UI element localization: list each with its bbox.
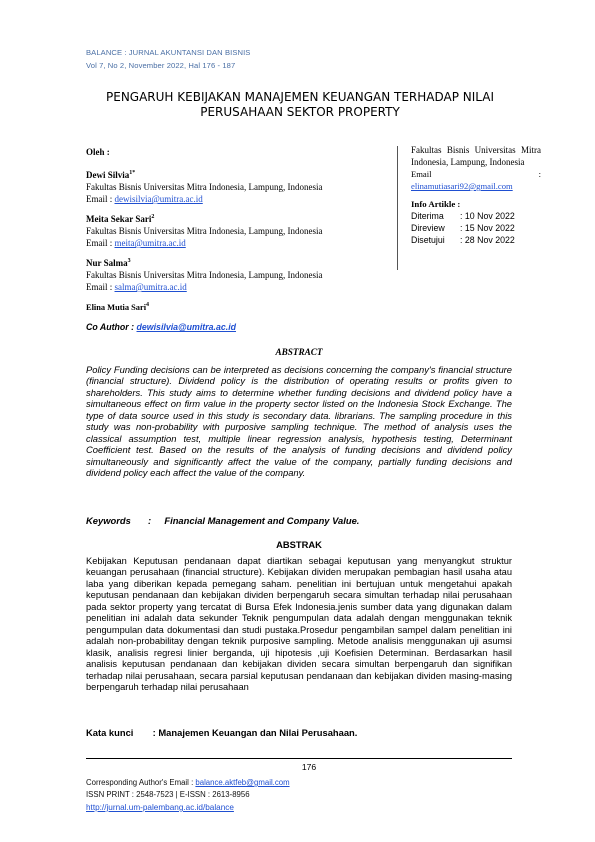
author-name: Elina Mutia Sari <box>86 302 147 312</box>
info-key: Diterima <box>411 211 444 221</box>
email-colon: : <box>538 169 541 179</box>
author-affiliation: Fakultas Bisnis Universitas Mitra Indonesia, Lampung, Indonesia <box>86 182 323 192</box>
abstract-heading: ABSTRACT <box>275 347 323 357</box>
email-label: Email : <box>86 194 115 204</box>
page-number: 176 <box>301 762 317 772</box>
co-author-line <box>86 322 236 332</box>
author-email-link[interactable]: dewisilvia@umitra.ac.id <box>114 194 203 204</box>
author-4-email-row <box>411 168 541 180</box>
keywords-line <box>86 515 359 526</box>
author-4-email-link[interactable]: elinamutiasari92@gmail.com <box>411 181 513 191</box>
author-4-affiliation: Fakultas Bisnis Universitas Mitra Indonesia, Lampung, Indonesia <box>411 145 541 167</box>
author-2 <box>86 211 386 249</box>
journal-volume: Vol 7, No 2, November 2022, Hal 176 - 187 <box>86 61 236 70</box>
corresponding-email-link[interactable]: balance.aktfeb@gmail.com <box>195 778 290 787</box>
abstract-text: Policy Funding decisions can be interpreted as decisions concerning the company's financial structure (financial structure). Dividend policy is the distribution of operating results or profits given to shareholders. This study aims to determine whether funding decisions and dividend policy have a simultaneous effect on firm value in the property sector listed on the Indonesia Stock Exchange. The type of data source used in this study is secondary data. librarians. The sampling procedure in this study was non-probability with purposive sampling technique. The method of analysis uses the classical assumption test, multiple linear regression analysis, hypothesis testing, Determinant Coefficient test. Based on the results of the analysis of funding decisions and dividend policy simultaneously and significantly affect the value of the company, partially funding decisions and dividend policy each affect the value of the company. <box>86 364 512 479</box>
co-author-label: Co Author : <box>86 322 137 332</box>
kata-kunci-separator: : <box>152 727 156 738</box>
author-name: Dewi Silvia <box>86 170 130 180</box>
issn-line: ISSN PRINT : 2548-7523 | E-ISSN : 2613-8956 <box>86 790 250 799</box>
email-label: Email <box>411 169 432 179</box>
author-sup: 4 <box>146 302 150 308</box>
corresponding-label: Corresponding Author's Email : <box>86 778 196 787</box>
author-block <box>86 146 386 314</box>
kata-kunci-value: Manajemen Keuangan dan Nilai Perusahaan. <box>158 727 358 738</box>
info-value: : 10 Nov 2022 <box>460 211 515 221</box>
info-reviewed <box>411 222 541 234</box>
info-key: Disetujui <box>411 235 445 245</box>
info-received <box>411 210 541 222</box>
author-3 <box>86 255 386 293</box>
keywords-separator: : <box>148 515 152 526</box>
paper-title <box>60 90 540 120</box>
email-label: Email : <box>86 282 115 292</box>
author-affiliation: Fakultas Bisnis Universitas Mitra Indonesia, Lampung, Indonesia <box>86 226 323 236</box>
author-name: Meita Sekar Sari <box>86 214 152 224</box>
author-sup: 1* <box>129 170 136 176</box>
author-1 <box>86 167 386 205</box>
author-email-link[interactable]: salma@umitra.ac.id <box>114 282 187 292</box>
info-value: : 28 Nov 2022 <box>460 235 515 245</box>
info-key: Direview <box>411 223 445 233</box>
authors-label: Oleh : <box>86 147 110 157</box>
footer-rule <box>86 758 512 759</box>
title-line-1: PENGARUH KEBIJAKAN MANAJEMEN KEUANGAN TERHADAP NILAI <box>106 90 494 104</box>
info-approved <box>411 234 541 246</box>
title-line-2: PERUSAHAAN SEKTOR PROPERTY <box>200 105 400 119</box>
keywords-label: Keywords <box>86 515 131 526</box>
journal-name: BALANCE : JURNAL AKUNTANSI DAN BISNIS <box>86 48 251 57</box>
journal-url-link[interactable]: http://jurnal.um-palembang.ac.id/balance <box>86 803 234 812</box>
author-email-link[interactable]: meita@umitra.ac.id <box>114 238 186 248</box>
abstrak-heading: ABSTRAK <box>276 539 322 550</box>
abstrak-text: Kebijakan Keputusan pendanaan dapat diartikan sebagai keputusan yang menyangkut struktur keuangan perusahaan (financial structure). Kebijakan dividen merupakan pembagian hasil usaha atau laba yang diberikan kepada pemegang saham. penelitian ini bertujuan untuk mengetahui apakah keputusan pendanaan dan kebijakan dividen berpengaruh secara simultan terhadap nilai perusahaan pada sektor property yang tercatat di Bursa Efek Indonesia.jenis sumber data yang digunakan dalam penelitian ini adalah data sekunder Teknik pengumpulan data adalah dengan menggunakan teknik pengumpulan data dokumentasi dan studi pustaka.Prosedur pengambilan sampel dalam penelitian ini adalah non-probabilitay dengan teknik purposive sampling. Metode analisis menggunakan uji asumsi klasik, analisis regresi linier berganda, uji hipotesis ,uji Koefisien Determinan. Berdasarkan hasil analisis keputusan pendanaan dan kebijakan dividen secara simultan berpengaruh dan signifikan terhadap nilai perusahaan, secara parsial keputusan pendanaan dan kebijakan dividen masing-masing berpengaruh terhadap nilai perusahaan <box>86 556 512 692</box>
author-name: Nur Salma <box>86 258 128 268</box>
kata-kunci-label: Kata kunci <box>86 727 134 738</box>
author-affiliation: Fakultas Bisnis Universitas Mitra Indonesia, Lampung, Indonesia <box>86 270 323 280</box>
author-4 <box>86 299 386 314</box>
info-value: : 15 Nov 2022 <box>460 223 515 233</box>
keywords-value: Financial Management and Company Value. <box>164 515 360 526</box>
column-divider <box>397 146 398 270</box>
corresponding-email-line <box>86 778 290 787</box>
author-sup: 2 <box>151 214 155 220</box>
kata-kunci-line <box>86 727 357 738</box>
journal-url-line <box>86 803 234 812</box>
article-info-label: Info Artikle : <box>411 199 461 209</box>
email-label: Email : <box>86 238 115 248</box>
co-author-email-link[interactable]: dewisilvia@umitra.ac.id <box>136 322 237 332</box>
author-sup: 3 <box>127 258 131 264</box>
right-column <box>411 144 541 246</box>
